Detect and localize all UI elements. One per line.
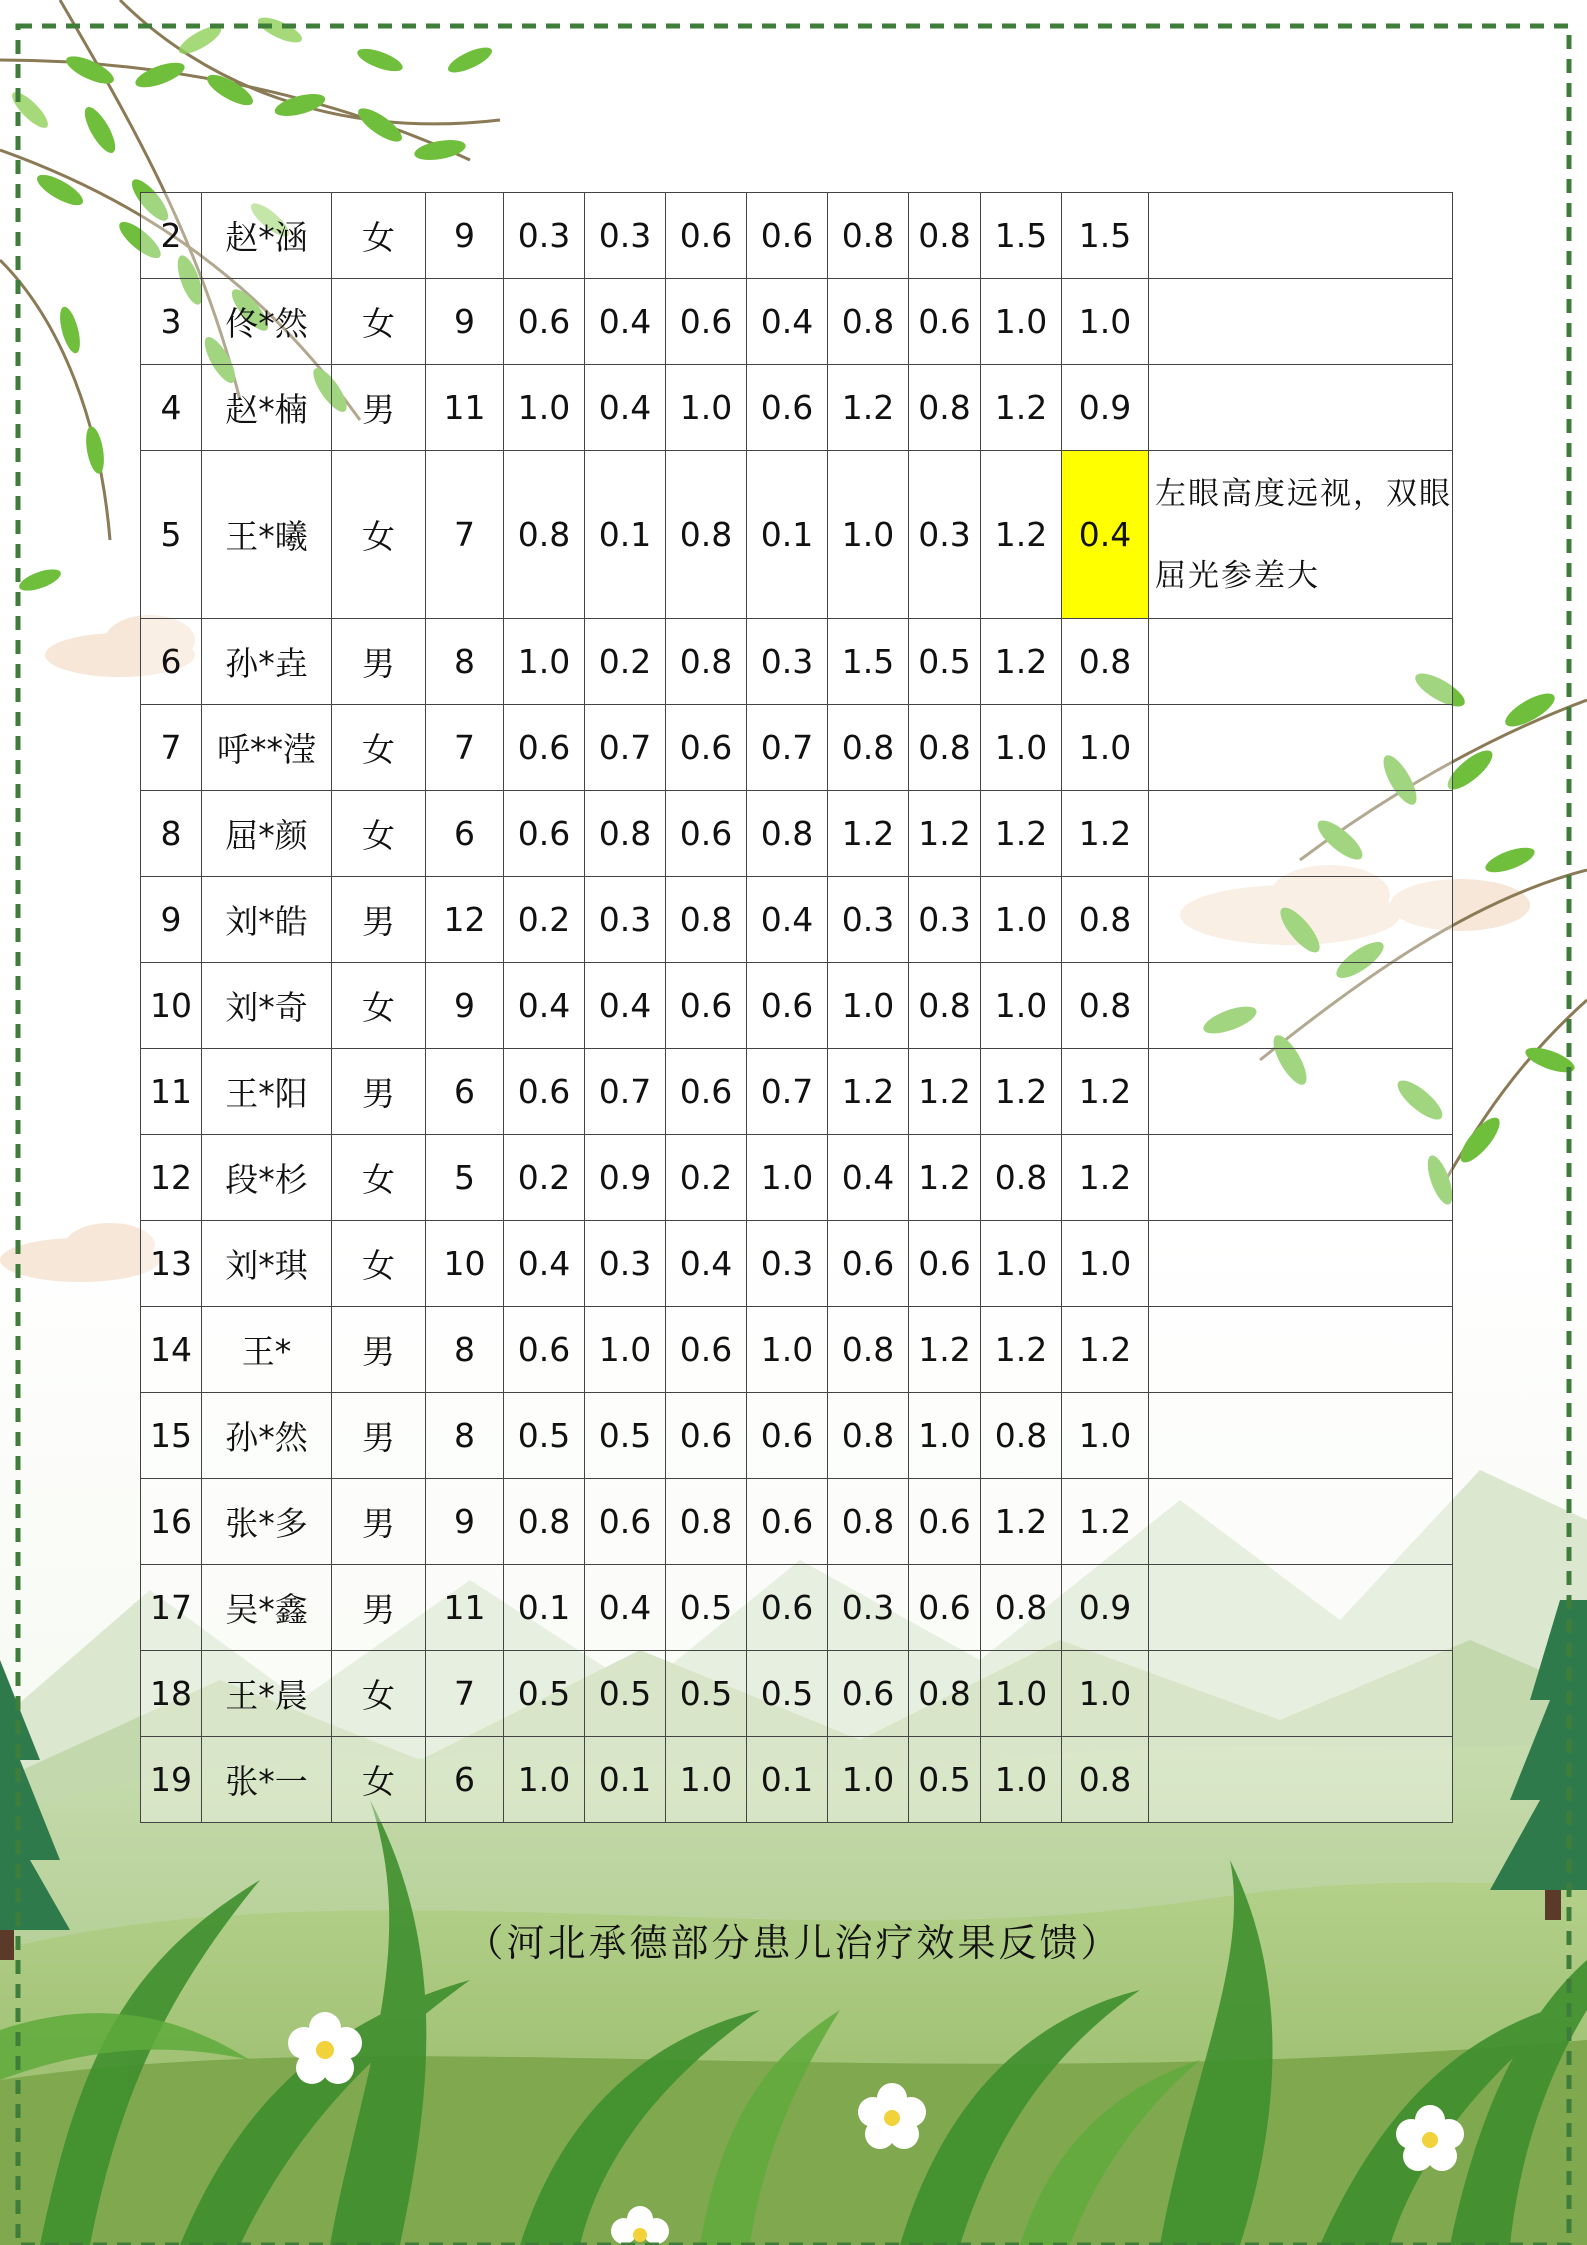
cell-col-10: 1.2 [909,791,981,877]
cell-col-9: 0.3 [828,1565,909,1651]
cell-row-number: 13 [141,1221,202,1307]
cell-col-8: 0.6 [747,1479,828,1565]
cell-col-9: 0.6 [828,1221,909,1307]
cell-col-8: 0.6 [747,1565,828,1651]
cell-col-9: 0.8 [828,1479,909,1565]
cell-note [1149,193,1453,279]
cell-age: 11 [426,365,504,451]
cell-gender: 女 [332,705,426,791]
cell-col-6: 0.4 [585,963,666,1049]
cell-col-12: 0.8 [1062,619,1149,705]
cell-row-number: 18 [141,1651,202,1737]
cell-gender: 男 [332,1307,426,1393]
cell-col-5: 1.0 [504,619,585,705]
cell-col-11: 1.0 [981,963,1062,1049]
cell-age: 9 [426,1479,504,1565]
cell-col-7: 0.6 [666,705,747,791]
cell-gender: 女 [332,1221,426,1307]
cell-col-11: 1.2 [981,1049,1062,1135]
cell-col-7: 0.8 [666,877,747,963]
cell-col-12: 1.0 [1062,279,1149,365]
cell-name: 呼**滢 [202,705,332,791]
cell-col-9: 0.6 [828,1651,909,1737]
cell-name: 王*曦 [202,451,332,619]
cell-row-number: 12 [141,1135,202,1221]
cell-note [1149,365,1453,451]
cell-row-number: 6 [141,619,202,705]
cell-age: 11 [426,1565,504,1651]
cell-col-8: 0.5 [747,1651,828,1737]
cell-col-10: 0.8 [909,193,981,279]
cell-gender: 女 [332,279,426,365]
cell-col-9: 1.5 [828,619,909,705]
table-row [141,1479,1453,1565]
cell-age: 7 [426,1651,504,1737]
cell-col-11: 1.2 [981,619,1062,705]
cell-gender: 女 [332,791,426,877]
cell-gender: 女 [332,1651,426,1737]
cell-col-12: 1.2 [1062,1135,1149,1221]
cell-col-8: 0.3 [747,619,828,705]
cell-col-7: 0.6 [666,1393,747,1479]
cell-col-6: 0.4 [585,365,666,451]
cell-col-11: 1.0 [981,1651,1062,1737]
cell-note [1149,1049,1453,1135]
cell-col-10: 1.2 [909,1049,981,1135]
cell-col-12: 1.2 [1062,1049,1149,1135]
cell-name: 赵*楠 [202,365,332,451]
cell-col-9: 0.4 [828,1135,909,1221]
cell-col-8: 0.1 [747,451,828,619]
cell-name: 刘*奇 [202,963,332,1049]
cell-col-9: 1.2 [828,791,909,877]
cell-col-11: 1.0 [981,705,1062,791]
cell-col-12: 1.2 [1062,1479,1149,1565]
cell-col-6: 0.3 [585,193,666,279]
cell-col-10: 1.2 [909,1307,981,1393]
cell-row-number: 4 [141,365,202,451]
cell-col-12: 0.9 [1062,1565,1149,1651]
cell-col-6: 0.5 [585,1651,666,1737]
cell-col-5: 0.6 [504,791,585,877]
cell-note [1149,1737,1453,1823]
cell-col-7: 1.0 [666,365,747,451]
cell-col-5: 0.6 [504,1049,585,1135]
table-row [141,193,1453,279]
cell-col-8: 0.6 [747,963,828,1049]
cell-col-8: 0.7 [747,1049,828,1135]
cell-col-6: 0.5 [585,1393,666,1479]
cell-col-11: 1.0 [981,279,1062,365]
cell-age: 9 [426,193,504,279]
cell-col-12: 0.8 [1062,963,1149,1049]
cell-col-5: 0.4 [504,1221,585,1307]
cell-col-10: 0.6 [909,1221,981,1307]
cell-col-6: 1.0 [585,1307,666,1393]
table-row [141,1135,1453,1221]
table-row [141,451,1453,619]
cell-col-7: 0.6 [666,279,747,365]
cell-age: 9 [426,963,504,1049]
cell-col-6: 0.3 [585,877,666,963]
table-row [141,963,1453,1049]
cell-col-12: 0.9 [1062,365,1149,451]
cell-col-9: 1.0 [828,963,909,1049]
table-row [141,877,1453,963]
cell-col-12: 1.0 [1062,705,1149,791]
cell-col-5: 0.2 [504,1135,585,1221]
cell-age: 5 [426,1135,504,1221]
cell-age: 8 [426,619,504,705]
cell-col-8: 1.0 [747,1307,828,1393]
cell-col-5: 0.2 [504,877,585,963]
cell-col-5: 0.5 [504,1393,585,1479]
cell-age: 7 [426,451,504,619]
cell-col-6: 0.8 [585,791,666,877]
cell-gender: 女 [332,451,426,619]
cell-note [1149,705,1453,791]
cell-col-11: 0.8 [981,1393,1062,1479]
table-row [141,791,1453,877]
cell-col-12: 1.0 [1062,1393,1149,1479]
cell-col-7: 0.6 [666,1307,747,1393]
cell-col-12: 1.0 [1062,1221,1149,1307]
cell-gender: 男 [332,619,426,705]
cell-gender: 男 [332,1565,426,1651]
cell-name: 刘*琪 [202,1221,332,1307]
cell-col-10: 0.8 [909,705,981,791]
cell-col-11: 1.2 [981,791,1062,877]
cell-note [1149,1651,1453,1737]
cell-name: 刘*皓 [202,877,332,963]
cell-col-10: 0.6 [909,1565,981,1651]
cell-age: 12 [426,877,504,963]
cell-col-5: 0.8 [504,451,585,619]
cell-col-7: 0.2 [666,1135,747,1221]
cell-col-5: 0.4 [504,963,585,1049]
cell-col-9: 0.8 [828,193,909,279]
cell-col-9: 1.2 [828,365,909,451]
cell-col-9: 1.2 [828,1049,909,1135]
table-row [141,1651,1453,1737]
cell-row-number: 9 [141,877,202,963]
cell-col-8: 0.4 [747,877,828,963]
cell-col-11: 1.5 [981,193,1062,279]
cell-gender: 男 [332,1479,426,1565]
cell-col-6: 0.9 [585,1135,666,1221]
cell-col-5: 0.1 [504,1565,585,1651]
cell-col-11: 1.0 [981,1737,1062,1823]
cell-row-number: 16 [141,1479,202,1565]
cell-col-11: 1.0 [981,1221,1062,1307]
caption: （河北承德部分患儿治疗效果反馈） [465,1921,1122,1965]
cell-name: 吴*鑫 [202,1565,332,1651]
cell-col-10: 0.8 [909,963,981,1049]
table-row [141,1393,1453,1479]
cell-col-6: 0.7 [585,705,666,791]
vision-results-table [140,192,1453,1823]
cell-row-number: 14 [141,1307,202,1393]
table-row [141,1221,1453,1307]
cell-col-7: 0.5 [666,1651,747,1737]
cell-name: 张*多 [202,1479,332,1565]
cell-col-8: 0.1 [747,1737,828,1823]
cell-note: 左眼高度远视，双眼屈光参差大 [1149,451,1453,619]
table-row [141,619,1453,705]
table-row [141,1737,1453,1823]
cell-age: 10 [426,1221,504,1307]
cell-col-8: 1.0 [747,1135,828,1221]
cell-col-8: 0.7 [747,705,828,791]
cell-col-10: 0.3 [909,451,981,619]
cell-col-11: 0.8 [981,1135,1062,1221]
cell-col-10: 1.0 [909,1393,981,1479]
cell-col-9: 0.3 [828,877,909,963]
cell-name: 王*晨 [202,1651,332,1737]
cell-note [1149,877,1453,963]
cell-name: 孙*垚 [202,619,332,705]
cell-col-6: 0.4 [585,1565,666,1651]
cell-note [1149,963,1453,1049]
cell-gender: 女 [332,1737,426,1823]
cell-note [1149,1393,1453,1479]
cell-col-8: 0.8 [747,791,828,877]
cell-note [1149,1221,1453,1307]
cell-col-12: 0.8 [1062,1737,1149,1823]
cell-col-10: 0.6 [909,279,981,365]
cell-col-12: 0.8 [1062,877,1149,963]
cell-row-number: 11 [141,1049,202,1135]
cell-row-number: 15 [141,1393,202,1479]
cell-name: 王*阳 [202,1049,332,1135]
cell-col-6: 0.6 [585,1479,666,1565]
cell-col-9: 0.8 [828,705,909,791]
cell-col-10: 0.8 [909,365,981,451]
cell-age: 8 [426,1307,504,1393]
cell-col-7: 0.8 [666,1479,747,1565]
cell-name: 佟*然 [202,279,332,365]
cell-name: 张*一 [202,1737,332,1823]
cell-note [1149,1135,1453,1221]
cell-col-11: 1.2 [981,1479,1062,1565]
table-row [141,1307,1453,1393]
cell-row-number: 5 [141,451,202,619]
cell-col-11: 1.2 [981,451,1062,619]
cell-col-6: 0.1 [585,451,666,619]
cell-age: 6 [426,1049,504,1135]
cell-note [1149,619,1453,705]
cell-row-number: 2 [141,193,202,279]
cell-col-8: 0.3 [747,1221,828,1307]
cell-col-10: 0.6 [909,1479,981,1565]
cell-note [1149,1307,1453,1393]
cell-name: 王* [202,1307,332,1393]
cell-col-5: 1.0 [504,1737,585,1823]
cell-row-number: 7 [141,705,202,791]
cell-col-11: 0.8 [981,1565,1062,1651]
cell-gender: 女 [332,963,426,1049]
cell-row-number: 17 [141,1565,202,1651]
cell-row-number: 3 [141,279,202,365]
table-row [141,365,1453,451]
cell-col-12: 1.5 [1062,193,1149,279]
table-row [141,1049,1453,1135]
cell-age: 6 [426,791,504,877]
cell-col-7: 0.6 [666,193,747,279]
cell-age: 8 [426,1393,504,1479]
cell-col-5: 0.8 [504,1479,585,1565]
cell-col-7: 0.8 [666,619,747,705]
cell-col-8: 0.6 [747,1393,828,1479]
cell-age: 6 [426,1737,504,1823]
cell-col-12: 1.0 [1062,1651,1149,1737]
cell-name: 屈*颜 [202,791,332,877]
cell-col-11: 1.2 [981,365,1062,451]
cell-note [1149,1565,1453,1651]
cell-col-9: 0.8 [828,279,909,365]
table-row [141,1565,1453,1651]
cell-col-10: 0.5 [909,619,981,705]
cell-col-7: 0.6 [666,1049,747,1135]
cell-name: 赵*涵 [202,193,332,279]
cell-note [1149,279,1453,365]
cell-col-9: 1.0 [828,1737,909,1823]
cell-col-7: 0.8 [666,451,747,619]
cell-col-10: 0.5 [909,1737,981,1823]
cell-name: 段*杉 [202,1135,332,1221]
cell-col-5: 0.6 [504,1307,585,1393]
cell-note [1149,791,1453,877]
cell-age: 7 [426,705,504,791]
cell-col-11: 1.2 [981,1307,1062,1393]
cell-gender: 男 [332,1393,426,1479]
cell-col-5: 0.6 [504,705,585,791]
cell-col-9: 0.8 [828,1307,909,1393]
cell-col-8: 0.6 [747,365,828,451]
table-row [141,279,1453,365]
cell-col-6: 0.7 [585,1049,666,1135]
cell-col-7: 0.4 [666,1221,747,1307]
cell-gender: 女 [332,1135,426,1221]
cell-age: 9 [426,279,504,365]
cell-col-10: 1.2 [909,1135,981,1221]
cell-col-9: 1.0 [828,451,909,619]
cell-col-11: 1.0 [981,877,1062,963]
cell-col-6: 0.2 [585,619,666,705]
cell-col-9: 0.8 [828,1393,909,1479]
cell-col-10: 0.3 [909,877,981,963]
cell-col-10: 0.8 [909,1651,981,1737]
cell-col-8: 0.6 [747,193,828,279]
cell-col-12: 1.2 [1062,1307,1149,1393]
cell-row-number: 10 [141,963,202,1049]
cell-col-12: 1.2 [1062,791,1149,877]
cell-row-number: 19 [141,1737,202,1823]
cell-col-7: 0.5 [666,1565,747,1651]
cell-gender: 女 [332,193,426,279]
cell-col-6: 0.1 [585,1737,666,1823]
cell-col-7: 0.6 [666,791,747,877]
cell-col-6: 0.4 [585,279,666,365]
cell-row-number: 8 [141,791,202,877]
cell-col-5: 0.6 [504,279,585,365]
cell-gender: 男 [332,1049,426,1135]
cell-col-7: 1.0 [666,1737,747,1823]
cell-note [1149,1479,1453,1565]
cell-col-6: 0.3 [585,1221,666,1307]
cell-col-5: 1.0 [504,365,585,451]
table-row [141,705,1453,791]
cell-name: 孙*然 [202,1393,332,1479]
cell-col-8: 0.4 [747,279,828,365]
cell-col-5: 0.3 [504,193,585,279]
cell-col-7: 0.6 [666,963,747,1049]
cell-col-5: 0.5 [504,1651,585,1737]
cell-gender: 男 [332,877,426,963]
cell-col-12: 0.4 [1062,451,1149,619]
cell-gender: 男 [332,365,426,451]
